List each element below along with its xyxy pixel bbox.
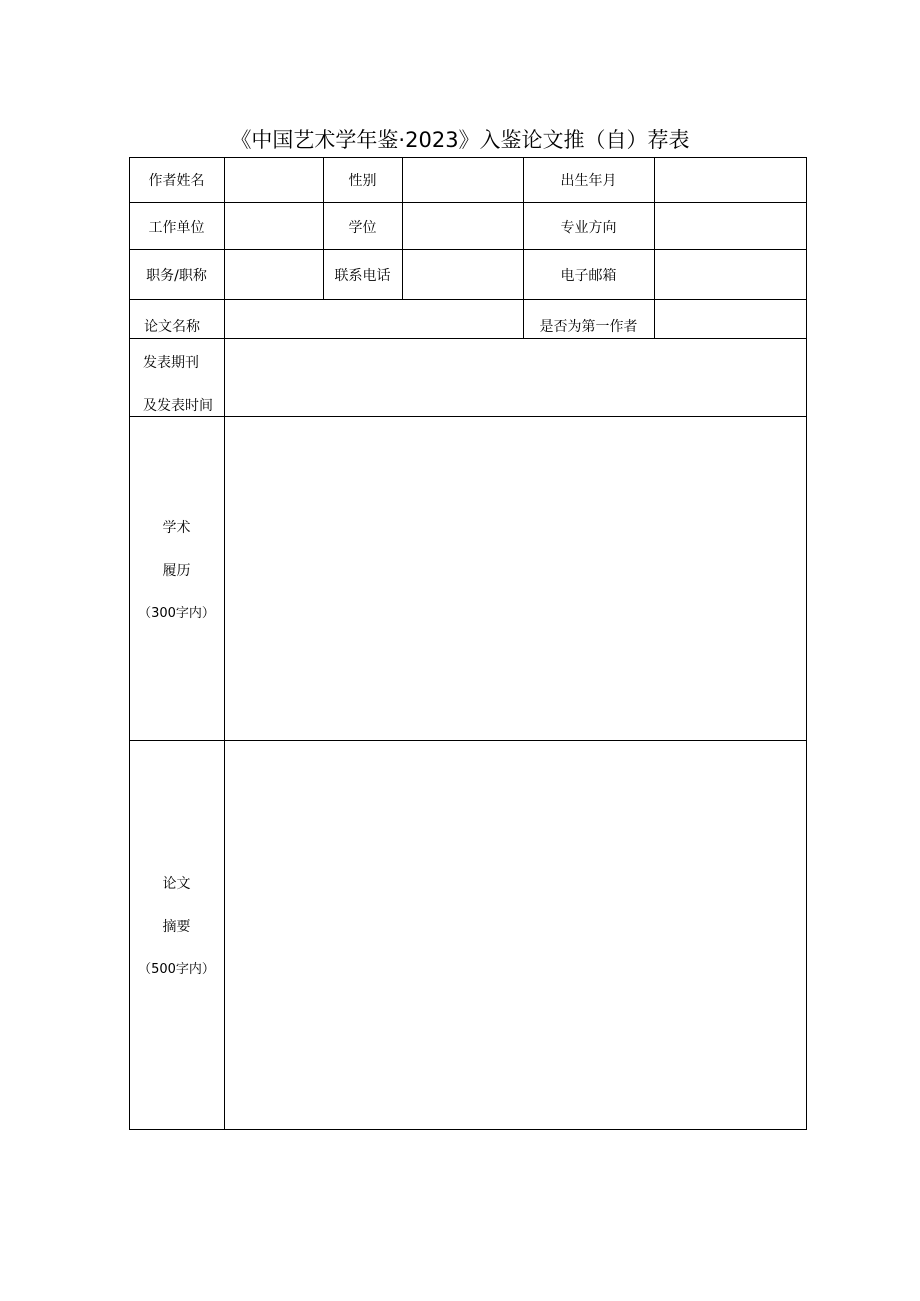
paper-abstract-field[interactable] — [225, 741, 806, 1129]
form-title: 《中国艺术学年鉴·2023》入鉴论文推（自）荐表 — [230, 128, 690, 152]
table-border-bottom — [129, 1129, 807, 1130]
abstract-label-line1: 论文 — [162, 876, 191, 892]
degree-field[interactable] — [403, 203, 523, 249]
first-author-label: 是否为第一作者 — [539, 319, 638, 335]
position-title-field[interactable] — [225, 250, 323, 299]
journal-label-line1: 发表期刊 — [143, 355, 199, 371]
phone-field[interactable] — [403, 250, 523, 299]
table-border-right — [806, 157, 807, 1130]
email-field[interactable] — [655, 250, 806, 299]
birth-date-label: 出生年月 — [560, 173, 617, 189]
author-name-label: 作者姓名 — [148, 173, 205, 189]
journal-field[interactable] — [225, 339, 806, 416]
resume-label-line2: 履历 — [162, 563, 191, 579]
paper-title-field[interactable] — [225, 300, 523, 338]
birth-date-field[interactable] — [655, 158, 806, 202]
major-field[interactable] — [655, 203, 806, 249]
major-label: 专业方向 — [560, 220, 617, 236]
position-title-label: 职务/职称 — [146, 268, 207, 284]
gender-label: 性别 — [348, 173, 377, 189]
degree-label: 学位 — [348, 220, 377, 236]
work-unit-label: 工作单位 — [148, 220, 205, 236]
abstract-label-line3: （500字内） — [138, 962, 215, 977]
academic-resume-field[interactable] — [225, 417, 806, 740]
table-border-left — [129, 157, 130, 1130]
first-author-field[interactable] — [655, 300, 806, 338]
journal-label-line2: 及发表时间 — [143, 398, 213, 414]
work-unit-field[interactable] — [225, 203, 323, 249]
recommendation-form-table — [129, 157, 807, 1130]
gender-field[interactable] — [403, 158, 523, 202]
author-name-field[interactable] — [225, 158, 323, 202]
email-label: 电子邮箱 — [560, 268, 617, 284]
paper-title-label: 论文名称 — [144, 319, 200, 335]
resume-label-line3: （300字内） — [138, 606, 215, 621]
phone-label: 联系电话 — [334, 268, 391, 284]
abstract-label-line2: 摘要 — [162, 919, 191, 935]
resume-label-line1: 学术 — [162, 520, 191, 536]
